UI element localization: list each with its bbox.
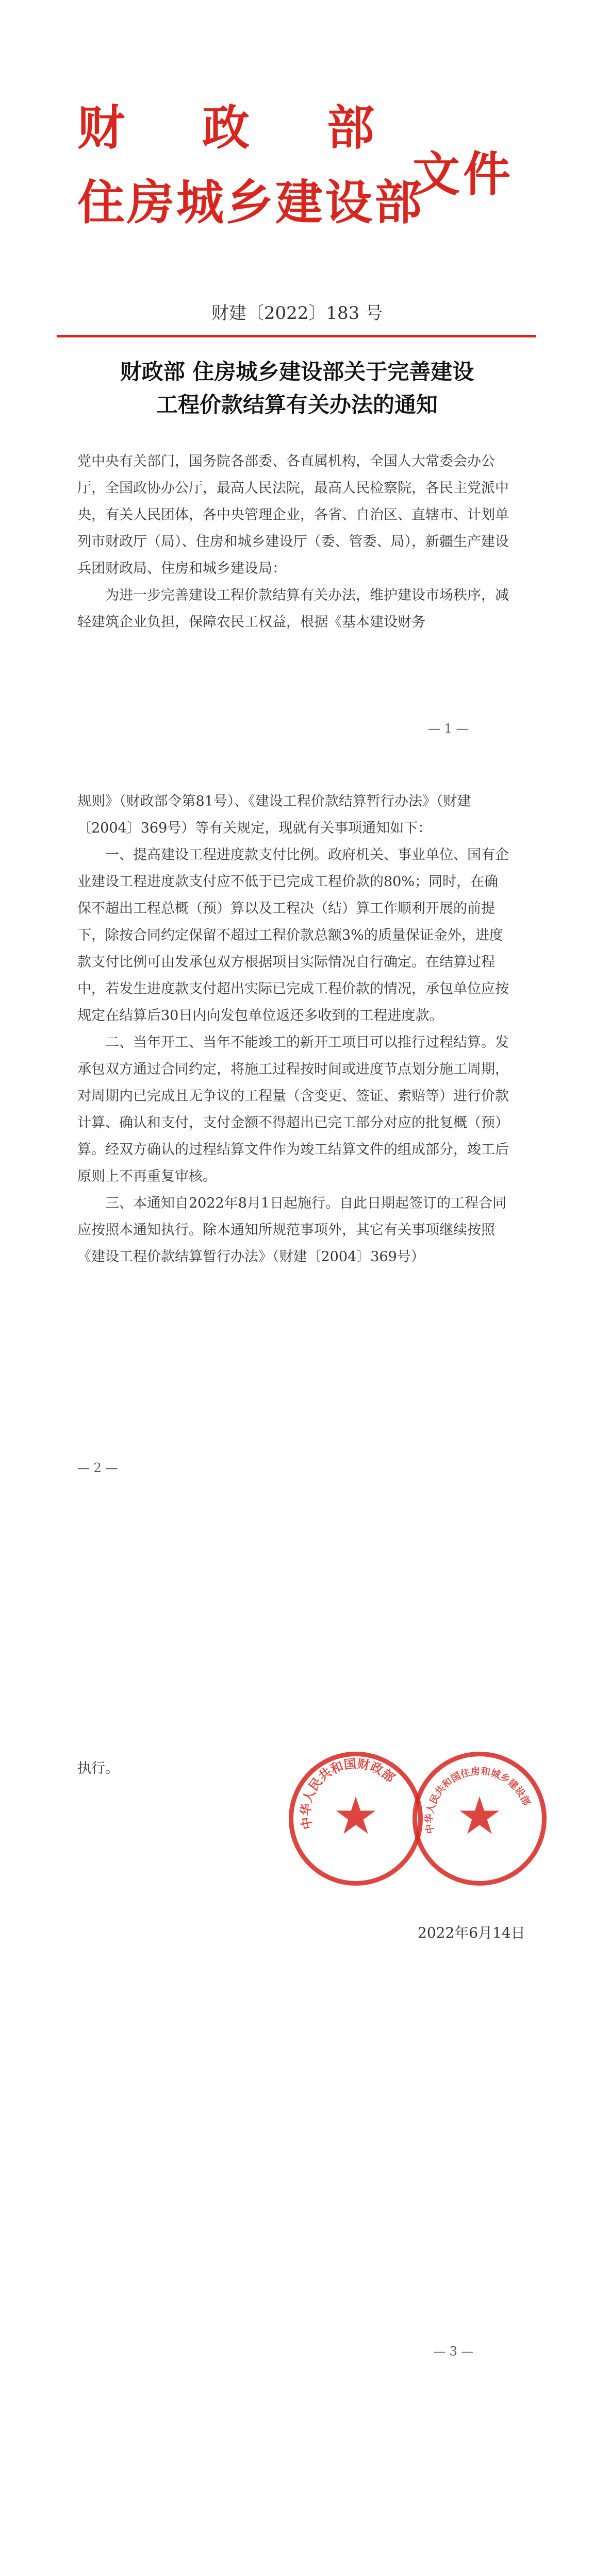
paragraph-intro-cont: 规则》（财政部令第81号）、《建设工程价款结算暂行办法》（财建〔2004〕369号）等有关规定，现就有关事项通知如下： [77,793,471,836]
page-3 [0,1592,594,2427]
page-number-3: — 3 — [433,2344,474,2359]
seal-star-icon: ★ [333,1786,379,1846]
header-issuer-1: 财政部 [77,100,452,156]
title-line-2: 工程价款结算有关办法的通知 [156,392,438,417]
svg-text:中华人民共和国住房和城乡建设部: 中华人民共和国住房和城乡建设部 [424,1766,532,1835]
seal-star-icon: ★ [456,1786,503,1846]
page-4 [0,2427,594,2576]
item-3: 三、本通知自2022年8月1日起施行。自此日期起签订的工程合同应按照本通知执行。除本通知所规范事项外，其它有关事项继续按照《建设工程价款结算暂行办法》（财建〔2004〕369号） [77,1195,507,1265]
document-title [0,355,594,421]
svg-text:中华人民共和国财政部: 中华人民共和国财政部 [298,1756,398,1831]
seal-mohurd [412,1752,547,1886]
signing-date: 2022年6月14日 [418,1924,525,1941]
page-2 [0,757,594,1592]
page-number-2: — 2 — [77,1461,118,1475]
page-1 [0,0,594,757]
red-divider [57,335,536,337]
header-wenjian: 文件 [412,146,514,202]
header-issuer-2: 住房城乡建设部 [77,175,424,230]
item-1: 一、提高建设工程进度款支付比例。政府机关、事业单位、国有企业建设工程进度款支付应不低于已完成工程价款的80%；同时，在确保不超出工程总概（预）算以及工程决（结）算工作顺利开展的前提下，除按合同约定保留不超过工程价款总额3%的质量保证金外，进度款支付比例可由发承包双方根据项目实际情况自行确定。在结算过程中，若发生进度款支付超出实际已完成工程价款的情况，承包单位应按规定在结算后30日内向发包单位返还多收到的工程进度款。 [77,847,509,1024]
page-number-1: — 1 — [428,721,469,736]
page-1-body [77,448,510,636]
item-2: 二、当年开工、当年不能竣工的新开工项目可以推行过程结算。发承包双方通过合同约定，将施工过程按时间或进度节点划分施工周期，对周期内已完成且无争议的工程量（含变更、签证、索赔等）进行价款计算、确认和支付，支付金额不得超出已完工部分对应的批复概（预）算。经双方确认的过程结算文件作为竣工结算文件的组成部分，竣工后原则上不再重复审核。 [77,1035,509,1184]
paragraph-execute: 执行。 [77,1760,119,1776]
paragraph-intro: 为进一步完善建设工程价款结算有关办法，维护建设市场秩序，减轻建筑企业负担，保障农民工权益，根据《基本建设财务 [77,587,509,630]
seal-mof [289,1752,423,1886]
addressees: 党中央有关部门，国务院各部委、各直属机构，全国人大常委会办公厅，全国政协办公厅，最高人民法院，最高人民检察院，各民主党派中央，有关人民团体，各中央管理企业，各省、自治区、直辖市、计划单列市财政厅（局）、住房和城乡建设厅（委、管委、局），新疆生产建设兵团财政局、住房和城乡建设局： [77,453,509,577]
title-line-1: 财政部 住房城乡建设部关于完善建设 [120,359,474,384]
document-number: 财建〔2022〕183 号 [211,303,383,324]
page-2-body [77,788,510,1270]
